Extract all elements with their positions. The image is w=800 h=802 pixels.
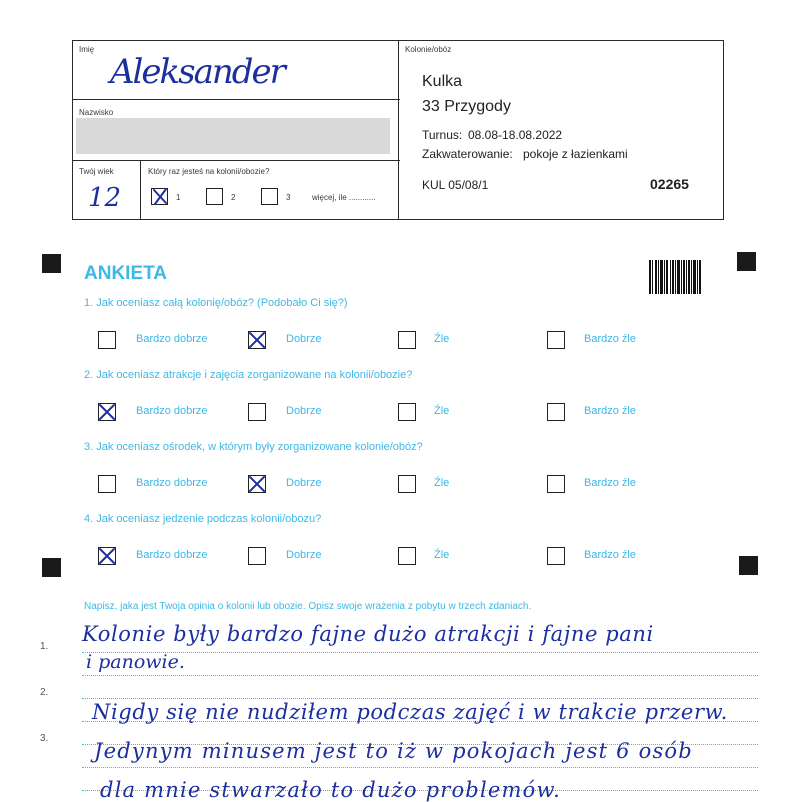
question-3-checkbox-zle[interactable] (398, 475, 416, 493)
question-4-option-bardzo-zle: Bardzo źle (584, 549, 636, 561)
question-3-checkbox-bardzo-dobrze[interactable] (98, 475, 116, 493)
opinion-prompt: Napisz, jaka jest Twoja opinia o kolonii lub obozie. Opisz swoje wrażenia z pobytu w trzech zdaniach. (84, 601, 532, 612)
form-number: 02265 (650, 176, 689, 192)
question-4-option-zle: Źle (434, 549, 450, 561)
times-checkbox-3[interactable] (261, 188, 278, 205)
question-2-checkbox-dobrze[interactable] (248, 403, 266, 421)
question-4-option-bardzo-dobrze: Bardzo dobrze (136, 549, 208, 561)
handwritten-answer-line-3[interactable]: Nigdy się nie nudziłem podczas zajęć i w trakcie przerw. (92, 700, 728, 724)
handwritten-answer-line-1[interactable]: Kolonie były bardzo fajne dużo atrakcji i fajne pani (82, 622, 654, 646)
registration-marker-bottom-left (42, 558, 61, 577)
question-2-option-bardzo-dobrze: Bardzo dobrze (136, 405, 208, 417)
surname-redacted-field (76, 118, 390, 154)
answer-line-2 (82, 698, 758, 699)
line-number-1: 1. (40, 641, 49, 652)
divider-surname (72, 160, 400, 161)
line-number-3: 3. (40, 733, 49, 744)
question-2-checkbox-bardzo-zle[interactable] (547, 403, 565, 421)
question-1-option-bardzo-zle: Bardzo źle (584, 333, 636, 345)
divider-name (72, 99, 400, 100)
age-field[interactable]: 12 (88, 183, 122, 213)
question-4-option-dobrze: Dobrze (286, 549, 322, 561)
camp-program: 33 Przygody (422, 98, 511, 115)
question-1-text: 1. Jak oceniasz całą kolonię/obóz? (Podobało Ci się?) (84, 297, 348, 309)
handwritten-answer-line-4[interactable]: Jedynym minusem jest to iż w pokojach jest 6 osób (94, 739, 693, 763)
question-1-option-zle: Źle (434, 333, 450, 345)
times-option-1: 1 (176, 193, 181, 202)
question-1-check-mark (245, 328, 269, 352)
name-label: Imię (79, 45, 95, 54)
question-3-text: 3. Jak oceniasz ośrodek, w którym były zorganizowane kolonie/obóz? (84, 441, 423, 453)
turnus-value: 08.08-18.08.2022 (468, 128, 563, 142)
divider-age (140, 160, 141, 220)
question-2-option-zle: Źle (434, 405, 450, 417)
name-field[interactable]: Aleksander (110, 52, 284, 92)
times-option-2: 2 (231, 193, 236, 202)
accommodation-value: pokoje z łazienkami (523, 147, 628, 161)
camp-name: Kulka (422, 73, 463, 90)
answer-line-3b (82, 767, 758, 768)
handwritten-answer-line-5[interactable]: dla mnie stwarzało to dużo problemów. (100, 778, 562, 802)
answer-line-1b (82, 675, 758, 676)
accommodation-label: Zakwaterowanie: (422, 147, 513, 161)
question-4-checkbox-zle[interactable] (398, 547, 416, 565)
question-2-text: 2. Jak oceniasz atrakcje i zajęcia zorganizowane na kolonii/obozie? (84, 369, 413, 381)
question-3-checkbox-bardzo-zle[interactable] (547, 475, 565, 493)
question-1-option-bardzo-dobrze: Bardzo dobrze (136, 333, 208, 345)
age-label: Twój wiek (79, 167, 114, 176)
barcode-icon (649, 260, 701, 294)
times-more-label: więcej, ile ............ (312, 193, 376, 202)
registration-marker-top-left (42, 254, 61, 273)
camp-label: Kolonie/obóz (405, 45, 452, 54)
question-4-checkbox-dobrze[interactable] (248, 547, 266, 565)
question-3-check-mark (245, 472, 269, 496)
turnus-label: Turnus: (422, 128, 463, 142)
question-3-option-dobrze: Dobrze (286, 477, 322, 489)
survey-title: ANKIETA (84, 263, 168, 284)
times-check-mark (148, 185, 172, 209)
surname-label: Nazwisko (79, 108, 114, 117)
question-4-text: 4. Jak oceniasz jedzenie podczas kolonii/obozu? (84, 513, 322, 525)
line-number-2: 2. (40, 687, 49, 698)
times-checkbox-2[interactable] (206, 188, 223, 205)
times-label: Który raz jesteś na kolonii/obozie? (148, 167, 270, 176)
question-3-option-bardzo-dobrze: Bardzo dobrze (136, 477, 208, 489)
question-1-option-dobrze: Dobrze (286, 333, 322, 345)
question-1-checkbox-bardzo-zle[interactable] (547, 331, 565, 349)
question-2-checkbox-zle[interactable] (398, 403, 416, 421)
question-4-check-mark (95, 544, 119, 568)
question-2-option-bardzo-zle: Bardzo źle (584, 405, 636, 417)
question-3-option-zle: Źle (434, 477, 450, 489)
camp-code: KUL 05/08/1 (422, 178, 489, 192)
question-1-checkbox-zle[interactable] (398, 331, 416, 349)
registration-marker-bottom-right (739, 556, 758, 575)
registration-marker-top-right (737, 252, 756, 271)
question-2-check-mark (95, 400, 119, 424)
handwritten-answer-line-2[interactable]: i panowie. (86, 651, 185, 673)
question-1-checkbox-bardzo-dobrze[interactable] (98, 331, 116, 349)
question-3-option-bardzo-zle: Bardzo źle (584, 477, 636, 489)
question-2-option-dobrze: Dobrze (286, 405, 322, 417)
question-4-checkbox-bardzo-zle[interactable] (547, 547, 565, 565)
times-option-3: 3 (286, 193, 291, 202)
